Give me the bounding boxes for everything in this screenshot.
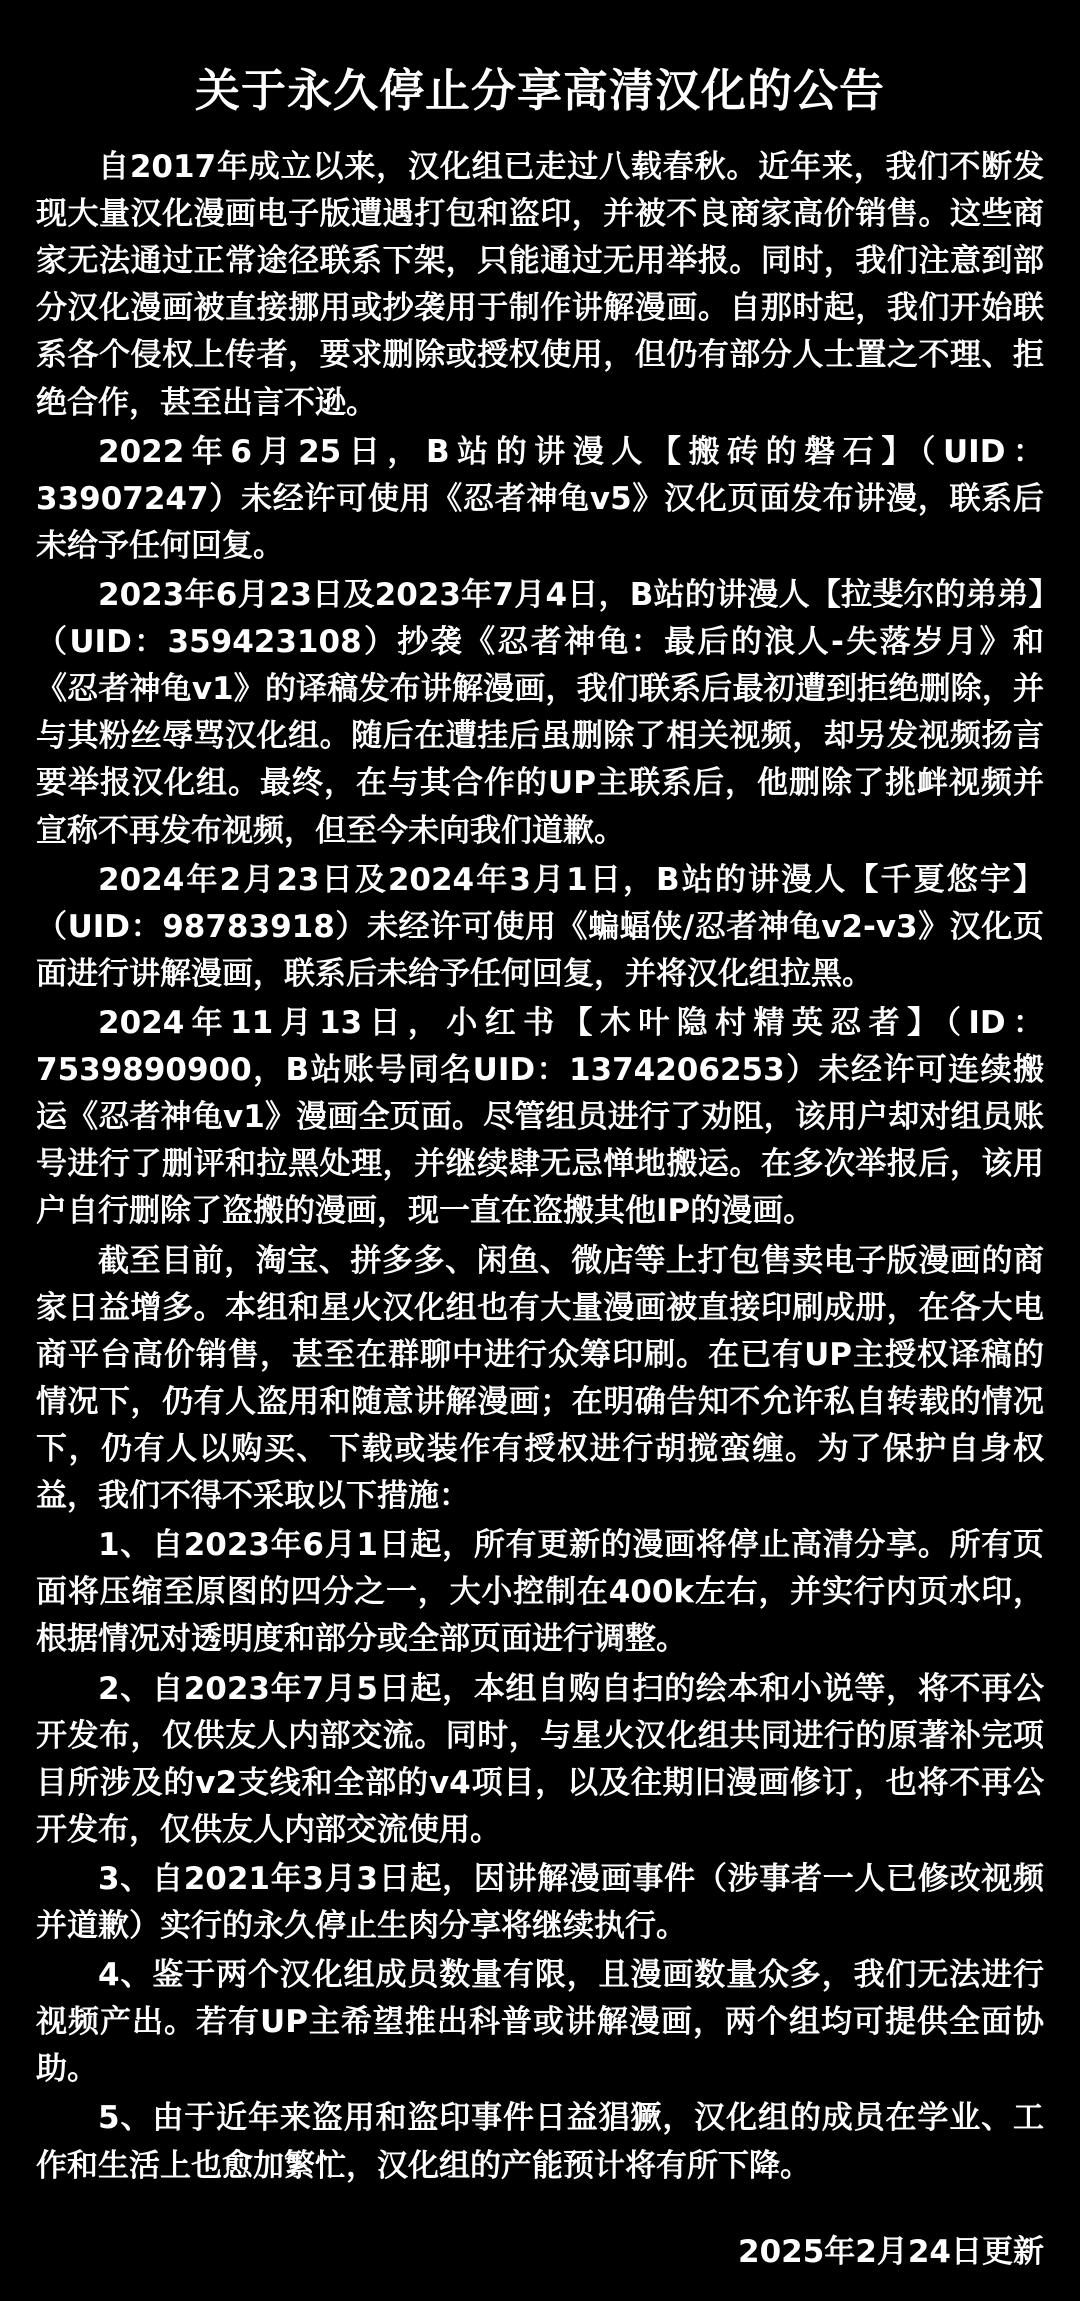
paragraph-5: 2024年11月13日，小红书【木叶隐村精英忍者】（ID：7539890900，B站账号同名UID：1374206253）未经许可连续搬运《忍者神龟v1》漫画全页面。尽管组员进行了劝阻，该用户却对组员账号进行了删评和拉黑处理，并继续肆无忌惮地搬运。在多次举报后，该用户自行删除了盗搬的漫画，现一直在盗搬其他IP的漫画。 [36,1004,1044,1230]
announcement-body [36,144,1044,2192]
measure-item-3: 3、自2021年3月3日起，因讲解漫画事件（涉事者一人已修改视频并道歉）实行的永久停止生肉分享将继续执行。 [36,1860,1044,1945]
paragraph-3: 2023年6月23日及2023年7月4日，B站的讲漫人【拉斐尔的弟弟】（UID：359423108）抄袭《忍者神龟：最后的浪人-失落岁月》和《忍者神龟v1》的译稿发布讲解漫画，我们联系后最初遭到拒绝删除，并与其粉丝辱骂汉化组。随后在遭挂后虽删除了相关视频，却另发视频扬言要举报汉化组。最终，在与其合作的UP主联系后，他删除了挑衅视频并宣称不再发布视频，但至今未向我们道歉。 [36,576,1044,849]
paragraph-6: 截至目前，淘宝、拼多多、闲鱼、微店等上打包售卖电子版漫画的商家日益增多。本组和星火汉化组也有大量漫画被直接印刷成册，在各大电商平台高价销售，甚至在群聊中进行众筹印刷。在已有UP主授权译稿的情况下，仍有人盗用和随意讲解漫画；在明确告知不允许私自转载的情况下，仍有人以购买、下载或装作有授权进行胡搅蛮缠。为了保护自身权益，我们不得不采取以下措施： [36,1242,1044,1515]
paragraph-2: 2022年6月25日，B站的讲漫人【搬砖的磐石】（UID：33907247）未经许可使用《忍者神龟v5》汉化页面发布讲漫，联系后未给予任何回复。 [36,433,1044,564]
paragraph-4: 2024年2月23日及2024年3月1日，B站的讲漫人【千夏悠宇】（UID：98783918）未经许可使用《蝙蝠侠/忍者神龟v2-v3》汉化页面进行讲解漫画，联系后未给予任何回复，并将汉化组拉黑。 [36,861,1044,992]
page-title: 关于永久停止分享高清汉化的公告 [194,64,885,117]
paragraph-1: 自2017年成立以来，汉化组已走过八载春秋。近年来，我们不断发现大量汉化漫画电子版遭遇打包和盗印，并被不良商家高价销售。这些商家无法通过正常途径联系下架，只能通过无用举报。同时，我们注意到部分汉化漫画被直接挪用或抄袭用于制作讲解漫画。自那时起，我们开始联系各个侵权上传者，要求删除或授权使用，但仍有部分人士置之不理、拒绝合作，甚至出言不逊。 [36,149,1044,421]
measure-item-2: 2、自2023年7月5日起，本组自购自扫的绘本和小说等，将不再公开发布，仅供友人内部交流。同时，与星火汉化组共同进行的原著补完项目所涉及的v2支线和全部的v4项目，以及往期旧漫画修订，也将不再公开发布，仅供友人内部交流使用。 [36,1670,1044,1848]
update-date: 2025年2月24日更新 [738,2233,1044,2270]
measure-item-1: 1、自2023年6月1日起，所有更新的漫画将停止高清分享。所有页面将压缩至原图的四分之一，大小控制在400k左右，并实行内页水印，根据情况对透明度和部分或全部页面进行调整。 [36,1527,1044,1658]
measure-item-5: 5、由于近年来盗用和盗印事件日益猖獗，汉化组的成员在学业、工作和生活上也愈加繁忙，汉化组的产能预计将有所下降。 [36,2100,1044,2184]
measure-item-4: 4、鉴于两个汉化组成员数量有限，且漫画数量众多，我们无法进行视频产出。若有UP主希望推出科普或讲解漫画，两个组均可提供全面协助。 [36,1957,1044,2088]
